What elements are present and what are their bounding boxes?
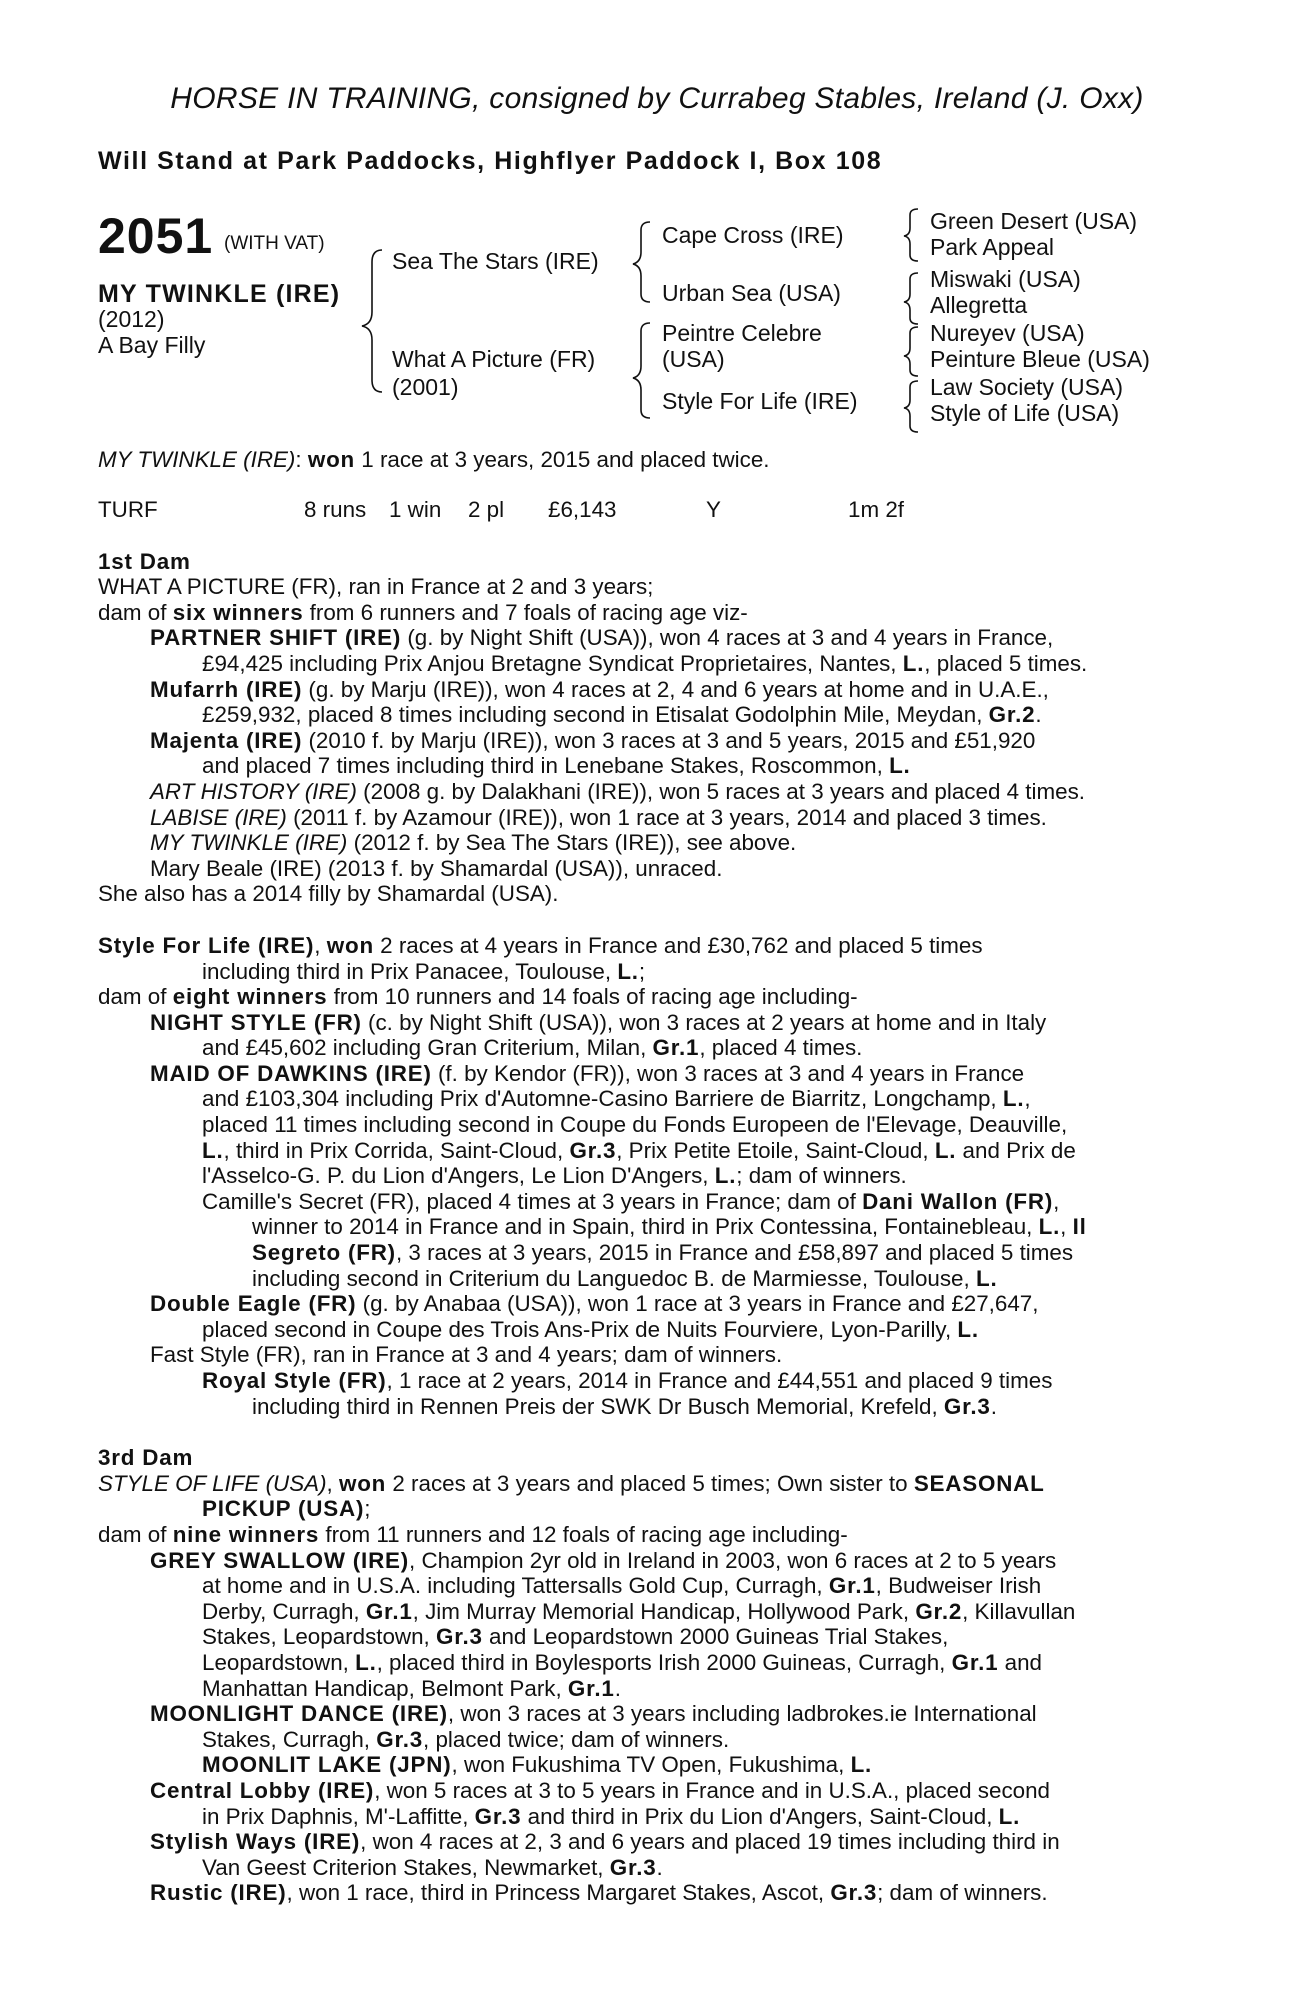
dsd: Peinture Bleue (USA) — [930, 346, 1150, 372]
dds: Law Society (USA) — [930, 374, 1124, 400]
foal-majenta: Majenta (IRE) (2010 f. by Marju (IRE)), won 3 races at 3 and 5 years, 2015 and £51,920 — [150, 727, 1036, 753]
dam-year: (2001) — [392, 374, 459, 400]
stand-location: Will Stand at Park Paddocks, Highflyer Paddock I, Box 108 — [98, 147, 883, 175]
foal-fast-style: Fast Style (FR), ran in France at 3 and 4 years; dam of winners. — [150, 1342, 783, 1368]
il-segreto: Segreto (FR), 3 races at 3 years, 2015 in France and £58,897 and placed 5 times — [252, 1240, 1074, 1266]
third-dam-heading: 3rd Dam — [98, 1445, 194, 1471]
foal-my-twinkle: MY TWINKLE (IRE) (2012 f. by Sea The Stars (IRE)), see above. — [150, 830, 797, 856]
foal-mary-beale: Mary Beale (IRE) (2013 f. by Shamardal (USA)), unraced. — [150, 855, 723, 881]
foal-mufarrh: Mufarrh (IRE) (g. by Marju (IRE)), won 4 races at 2, 4 and 6 years at home and in U.A.E., — [150, 676, 1049, 702]
ssd: Park Appeal — [930, 234, 1055, 260]
foal-grey-swallow: GREY SWALLOW (IRE), Champion 2yr old in Ireland in 2003, won 6 races at 2 to 5 years — [150, 1547, 1057, 1573]
horse-year: (2012) — [98, 306, 165, 332]
consignment-line: HORSE IN TRAINING, consigned by Currabeg Stables, Ireland (J. Oxx) — [170, 82, 1144, 115]
foal-maid-of-dawkins: MAID OF DAWKINS (IRE) (f. by Kendor (FR)), won 3 races at 3 and 4 years in France — [150, 1060, 1025, 1086]
foal-partner-shift: PARTNER SHIFT (IRE) (g. by Night Shift (USA)), won 4 races at 3 and 4 years in France, — [150, 625, 1054, 651]
lot-number: 2051 — [98, 208, 214, 264]
vat-note: (WITH VAT) — [224, 233, 325, 254]
dam: What A Picture (FR) — [392, 346, 596, 372]
first-dam-produce: dam of six winners from 6 runners and 7 foals of racing age viz- — [98, 599, 748, 625]
sds: Miswaki (USA) — [930, 266, 1081, 292]
second-dam-produce: dam of eight winners from 10 runners and 14 foals of racing age including- — [98, 984, 858, 1010]
third-dam-intro: STYLE OF LIFE (USA), won 2 races at 3 years and placed 5 times; Own sister to SEASONAL — [98, 1470, 1045, 1496]
foal-rustic: Rustic (IRE), won 1 race, third in Princess Margaret Stakes, Ascot, Gr.3; dam of winners. — [150, 1880, 1048, 1906]
foal-double-eagle: Double Eagle (FR) (g. by Anabaa (USA)), won 1 race at 3 years in France and £27,647, — [150, 1291, 1039, 1317]
sdd: Allegretta — [930, 292, 1028, 318]
camilles-secret: Camille's Secret (FR), placed 4 times at 3 years in France; dam of Dani Wallon (FR), — [202, 1188, 1060, 1214]
first-dam-heading: 1st Dam — [98, 548, 191, 574]
dam-dam: Style For Life (IRE) — [662, 388, 858, 414]
ddd: Style of Life (USA) — [930, 400, 1120, 426]
first-dam-intro: WHAT A PICTURE (FR), ran in France at 2 and 3 years; — [98, 574, 654, 600]
sss: Green Desert (USA) — [930, 208, 1138, 234]
catalogue-body: MY TWINKLE (IRE): won 1 race at 3 years, 2015 and placed twice. TURF 8 runs 1 win 2 pl £6,143 Y 1m 2f 1st Dam WHAT A PICTURE (FR), ran in France at 2 and 3 years; dam of six winners from 6 runners and 7 foals of racing age viz- PARTNER SHIFT (IRE) (g. by Night Shift (USA)), won 4 races at 3 and 4 years in France, £94,425 including Prix Anjou Bretagne Syndicat Proprietaires, Nantes, L., placed 5 times. Mufarrh (IRE) (g. by Marju (IRE)), won 4 races at 2, 4 and 6 years at home and in U.A.E., £259,932, placed 8 times including second in Etisalat Godolphin Mile, Meydan, Gr.2. Majenta (IRE) (2010 f. by Marju (IRE)), won 3 races at 3 and 5 years, 2015 and £51,920 and placed 7 times including third in Lenebane Stakes, Roscommon, L. ART HISTORY (IRE) (2008 g. by Dalakhani (IRE)), won 5 races at 3 years and placed 4 times. LABISE (IRE) (2011 f. by Azamour (IRE)), won 1 race at 3 years, 2014 and placed 3 times. MY TWINKLE (IRE) (2012 f. by Sea The Stars (IRE)), see above. Mary Beale (IRE) (2013 f. by Shamardal (USA)), unraced. She also has a 2014 filly by Shamardal (USA). Style For Life (IRE), won 2 races at 4 years in France and £30,762 and placed 5 times including third in Prix Panacee, Toulouse, L.; dam of eight winners from 10 runners and 14 foals of racing age including- NIGHT STYLE (FR) (c. by Night Shift (USA)), won 3 races at 2 years at home and in Italy and £45,602 including Gran Criterium, Milan, Gr.1, placed 4 times. MAID OF DAWKINS (IRE) (f. by Kendor (FR)), won 3 races at 3 and 4 years in France and £103,304 including Prix d'Automne-Casino Barriere de Biarritz, Longchamp, L., placed 11 times including second in Coupe du Fonds Europeen de l'Elevage, Deauville, L., third in Prix Corrida, Saint-Cloud, Gr.3, Prix Petite Etoile, Saint-Cloud, L. and Prix de l'Asselco-G. P. du Lion d'Angers, Le Lion D'Angers, L.; dam of winners. Camille's Secret (FR), placed 4 times at 3 years in France; dam of Dani Wallon (FR), winner to 2014 in France and in Spain, third in Prix Contessina, Fontainebleau, L., Il Segreto (FR), 3 races at 3 years, 2015 in France and £58,897 and placed 5 times including second in Criterium du Languedoc B. de Marmiesse, Toulouse, L. Double Eagle (FR) (g. by Anabaa (USA)), won 1 race at 3 years in France and £27,647, placed second in Coupe des Trois Ans-Prix de Nuits Fourviere, Lyon-Parilly, L. Fast Style (FR), ran in France at 3 and 4 years; dam of winners. Royal Style (FR), 1 race at 2 years, 2014 in France and £44,551 and placed 9 times including third in Rennen Preis der SWK Dr Busch Memorial, Krefeld, Gr.3. 3rd Dam STYLE OF LIFE (USA), won 2 races at 3 years and placed 5 times; Own sister to SEASONAL PICKUP (USA); dam of nine winners from 11 runners and 12 foals of racing age including- GREY SWALLOW (IRE), Champion 2yr old in Ireland in 2003, won 6 races at 2 to 5 years at home and in U.S.A. including Tattersalls Gold Cup, Curragh, Gr.1, Budweiser Irish Derby, Curragh, Gr.1, Jim Murray Memorial Handicap, Hollywood Park, Gr.2, Killavullan Stakes, Leopardstown, Gr.3 and Leopardstown 2000 Guineas Trial Stakes, Leopardstown, L., placed third in Boylesports Irish 2000 Guineas, Curragh, Gr.1 and Manhattan Handicap, Belmont Park, Gr.1. MOONLIGHT DANCE (IRE), won 3 races at 3 years including ladbrokes.ie International Stakes, Curragh, Gr.3, placed twice; dam of winners. MOONLIT LAKE (JPN), won Fukushima TV Open, Fukushima, L. Central Lobby (IRE), won 5 races at 3 to 5 years in France and in U.S.A., placed second in Prix Daphnis, M'-Laffitte, Gr.3 and third in Prix du Lion d'Angers, Saint-Cloud, L. Stylish Ways (IRE), won 4 races at 2, 3 and 6 years and placed 19 times including third in Van Geest Criterion Stakes, Newmarket, Gr.3. Rustic (IRE), won 1 race, third in Princess Margaret Stakes, Ascot, Gr.3; dam of winners. — [98, 447, 1213, 1906]
dam-sire-line1: Peintre Celebre — [662, 320, 822, 346]
royal-style: Royal Style (FR), 1 race at 2 years, 2014 in France and £44,551 and placed 9 times — [202, 1368, 1053, 1393]
foal-night-style: NIGHT STYLE (FR) (c. by Night Shift (USA)), won 3 races at 2 years at home and in Italy — [150, 1009, 1047, 1035]
horse-description: A Bay Filly — [98, 332, 206, 358]
foal-stylish-ways: Stylish Ways (IRE), won 4 races at 2, 3 and 6 years and placed 19 times including third in — [150, 1829, 1060, 1855]
foal-art-history: ART HISTORY (IRE) (2008 g. by Dalakhani (IRE)), won 5 races at 3 years and placed 4 times. — [150, 778, 1086, 804]
foal-moonlight-dance: MOONLIGHT DANCE (IRE), won 3 races at 3 years including ladbrokes.ie International — [150, 1701, 1037, 1727]
foal-central-lobby: Central Lobby (IRE), won 5 races at 3 to 5 years in France and in U.S.A., placed second — [150, 1777, 1051, 1803]
dam-sire-line2: (USA) — [662, 346, 725, 372]
sire: Sea The Stars (IRE) — [392, 248, 599, 274]
dss: Nureyev (USA) — [930, 320, 1085, 346]
second-dam-intro: Style For Life (IRE), won 2 races at 4 years in France and £30,762 and placed 5 times — [98, 932, 983, 958]
sire-dam: Urban Sea (USA) — [662, 280, 841, 306]
first-dam-also: She also has a 2014 filly by Shamardal (USA). — [98, 881, 559, 907]
turf-record: TURF 8 runs 1 win 2 pl £6,143 Y 1m 2f — [98, 496, 904, 522]
race-summary: MY TWINKLE (IRE): won 1 race at 3 years, 2015 and placed twice. — [98, 447, 770, 472]
horse-name: MY TWINKLE (IRE) — [98, 280, 341, 308]
foal-labise: LABISE (IRE) (2011 f. by Azamour (IRE)), won 1 race at 3 years, 2014 and placed 3 times. — [150, 804, 1047, 830]
moonlit-lake: MOONLIT LAKE (JPN), won Fukushima TV Open, Fukushima, L. — [202, 1752, 873, 1778]
sire-sire: Cape Cross (IRE) — [662, 222, 844, 248]
third-dam-produce: dam of nine winners from 11 runners and 12 foals of racing age including- — [98, 1521, 848, 1547]
